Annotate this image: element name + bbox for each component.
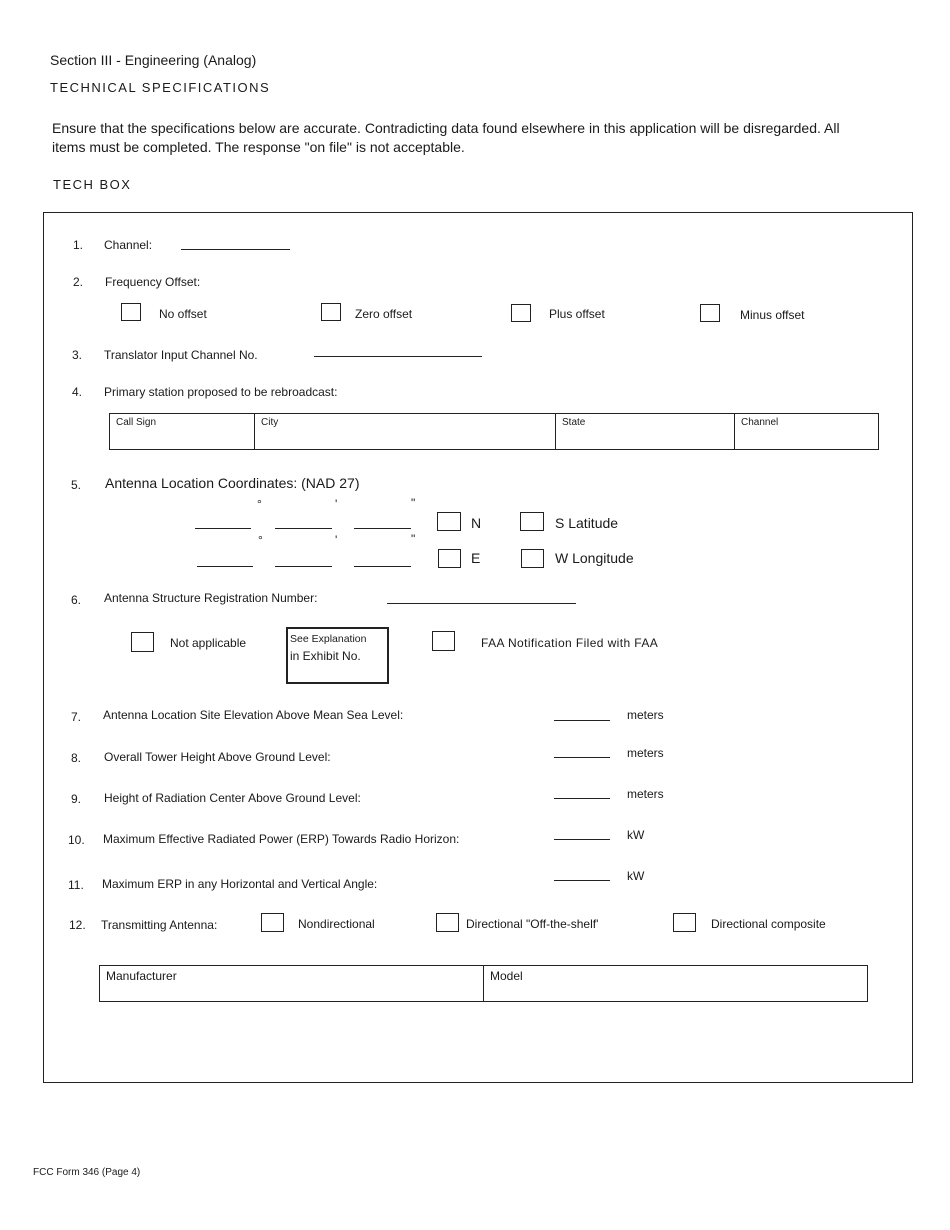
state-header: State bbox=[562, 417, 586, 428]
south-checkbox[interactable] bbox=[520, 512, 544, 531]
south-latitude-label: S Latitude bbox=[555, 515, 619, 531]
translator-input-channel-input[interactable] bbox=[314, 356, 482, 357]
city-header: City bbox=[261, 417, 279, 428]
translator-input-channel-label: Translator Input Channel No. bbox=[104, 348, 258, 362]
model-header: Model bbox=[490, 969, 523, 983]
item-5-number: 5. bbox=[71, 478, 82, 492]
antenna-info-table bbox=[99, 965, 868, 1002]
latitude-seconds-input[interactable] bbox=[354, 528, 411, 529]
page-subtitle: TECHNICAL SPECIFICATIONS bbox=[50, 80, 271, 95]
asr-number-label: Antenna Structure Registration Number: bbox=[104, 591, 318, 605]
radiation-center-input[interactable] bbox=[554, 798, 610, 799]
west-longitude-label: W Longitude bbox=[555, 550, 634, 566]
zero-offset-checkbox[interactable] bbox=[321, 303, 341, 321]
tower-height-input[interactable] bbox=[554, 757, 610, 758]
channel-label: Channel: bbox=[104, 238, 153, 252]
tower-height-unit: meters bbox=[627, 746, 664, 760]
site-elevation-input[interactable] bbox=[554, 720, 610, 721]
directional-composite-checkbox[interactable] bbox=[673, 913, 696, 932]
no-offset-label: No offset bbox=[159, 307, 207, 321]
long-degree-symbol: ° bbox=[258, 533, 263, 547]
radiation-center-unit: meters bbox=[627, 787, 664, 801]
item-11-number: 11. bbox=[68, 878, 84, 892]
max-erp-horizon-unit: kW bbox=[627, 828, 645, 842]
minus-offset-label: Minus offset bbox=[740, 308, 805, 322]
city-cell[interactable] bbox=[255, 414, 556, 449]
item-7-number: 7. bbox=[71, 710, 82, 724]
longitude-degrees-input[interactable] bbox=[197, 566, 253, 567]
form-footer: FCC Form 346 (Page 4) bbox=[33, 1167, 141, 1178]
directional-composite-label: Directional composite bbox=[711, 917, 826, 931]
longitude-minutes-input[interactable] bbox=[275, 566, 332, 567]
item-8-number: 8. bbox=[71, 751, 82, 765]
north-label: N bbox=[471, 515, 482, 531]
north-checkbox[interactable] bbox=[437, 512, 461, 531]
item-4-number: 4. bbox=[72, 385, 83, 399]
directional-off-the-shelf-checkbox[interactable] bbox=[436, 913, 459, 932]
asr-number-input[interactable] bbox=[387, 603, 576, 604]
minus-offset-checkbox[interactable] bbox=[700, 304, 720, 322]
nondirectional-label: Nondirectional bbox=[298, 917, 375, 931]
max-erp-horizon-label: Maximum Effective Radiated Power (ERP) Towards Radio Horizon: bbox=[103, 832, 460, 846]
faa-notification-checkbox[interactable] bbox=[432, 631, 455, 651]
plus-offset-checkbox[interactable] bbox=[511, 304, 531, 322]
faa-notification-label: FAA Notification Filed with FAA bbox=[481, 636, 659, 650]
frequency-offset-label: Frequency Offset: bbox=[105, 275, 201, 289]
model-cell[interactable] bbox=[484, 966, 867, 1001]
site-elevation-unit: meters bbox=[627, 708, 664, 722]
radiation-center-label: Height of Radiation Center Above Ground Level: bbox=[104, 791, 361, 805]
lat-second-symbol: " bbox=[411, 496, 416, 510]
max-erp-angle-input[interactable] bbox=[554, 880, 610, 881]
max-erp-angle-unit: kW bbox=[627, 869, 645, 883]
item-1-number: 1. bbox=[73, 238, 84, 252]
item-6-number: 6. bbox=[71, 593, 82, 607]
max-erp-horizon-input[interactable] bbox=[554, 839, 610, 840]
primary-station-label: Primary station proposed to be rebroadcast: bbox=[104, 385, 338, 399]
lat-minute-symbol: ' bbox=[335, 497, 338, 511]
not-applicable-label: Not applicable bbox=[170, 636, 247, 650]
plus-offset-label: Plus offset bbox=[549, 307, 605, 321]
item-2-number: 2. bbox=[73, 275, 84, 289]
site-elevation-label: Antenna Location Site Elevation Above Mean Sea Level: bbox=[103, 708, 404, 722]
see-explanation-line2: in Exhibit No. bbox=[290, 649, 361, 663]
instructions-line-2: items must be completed. The response "on file" is not acceptable. bbox=[52, 139, 465, 155]
primary-station-table bbox=[109, 413, 879, 450]
east-label: E bbox=[471, 550, 481, 566]
item-9-number: 9. bbox=[71, 792, 82, 806]
west-checkbox[interactable] bbox=[521, 549, 544, 568]
state-cell[interactable] bbox=[556, 414, 735, 449]
longitude-seconds-input[interactable] bbox=[354, 566, 411, 567]
zero-offset-label: Zero offset bbox=[355, 307, 413, 321]
manufacturer-cell[interactable] bbox=[100, 966, 484, 1001]
call-sign-cell[interactable] bbox=[110, 414, 255, 449]
channel-cell[interactable] bbox=[735, 414, 878, 449]
antenna-coordinates-label: Antenna Location Coordinates: (NAD 27) bbox=[105, 475, 360, 491]
see-explanation-line1: See Explanation bbox=[290, 633, 367, 645]
lat-degree-symbol: ° bbox=[257, 497, 262, 511]
item-3-number: 3. bbox=[72, 348, 83, 362]
item-12-number: 12. bbox=[69, 918, 86, 932]
see-explanation-box[interactable] bbox=[286, 627, 389, 684]
no-offset-checkbox[interactable] bbox=[121, 303, 141, 321]
techbox-label: TECH BOX bbox=[53, 177, 132, 192]
long-second-symbol: " bbox=[411, 532, 416, 546]
east-checkbox[interactable] bbox=[438, 549, 461, 568]
channel-input[interactable] bbox=[181, 249, 290, 250]
not-applicable-checkbox[interactable] bbox=[131, 632, 154, 652]
directional-off-the-shelf-label: Directional "Off-the-shelf' bbox=[466, 917, 599, 931]
long-minute-symbol: ' bbox=[335, 533, 338, 547]
call-sign-header: Call Sign bbox=[116, 417, 157, 428]
section-title: Section III - Engineering (Analog) bbox=[50, 52, 257, 68]
tower-height-label: Overall Tower Height Above Ground Level: bbox=[104, 750, 331, 764]
nondirectional-checkbox[interactable] bbox=[261, 913, 284, 932]
channel-header: Channel bbox=[741, 417, 779, 428]
item-10-number: 10. bbox=[68, 833, 85, 847]
transmitting-antenna-label: Transmitting Antenna: bbox=[101, 918, 218, 932]
max-erp-angle-label: Maximum ERP in any Horizontal and Vertical Angle: bbox=[102, 877, 378, 891]
latitude-degrees-input[interactable] bbox=[195, 528, 251, 529]
manufacturer-header: Manufacturer bbox=[106, 969, 177, 983]
latitude-minutes-input[interactable] bbox=[275, 528, 332, 529]
instructions-line-1: Ensure that the specifications below are accurate. Contradicting data found elsewhere in this application will be disregarded. All bbox=[52, 120, 840, 136]
